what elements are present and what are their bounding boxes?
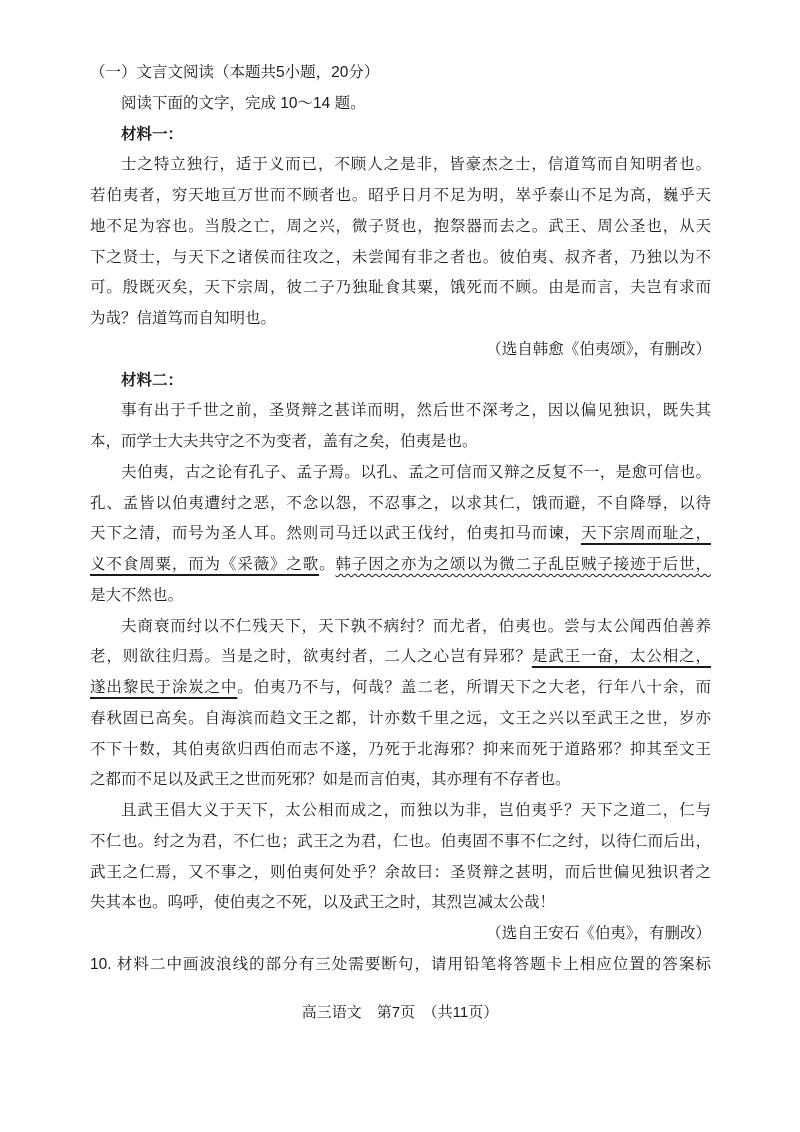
material-2-label <box>90 366 711 397</box>
underlined-text: 义不食周粟，而为《采薇》之歌 <box>90 556 320 573</box>
material-1-label <box>90 120 711 151</box>
wavy-underlined-text: 韩子因之亦为之颂以为微二子乱臣贼子接迹于后世， <box>335 556 711 573</box>
material-1-text-line <box>90 212 711 243</box>
text-segment: 孔、孟皆以伯夷遭纣之恶，不念以怨，不忍事之，以求其仁，饿而避，不自降辱，以待 <box>90 494 711 512</box>
text-segment: 10. 材料二中画波浪线的部分有三处需要断句，请用铅笔将答题卡上相应位置的答案标 <box>90 955 711 973</box>
text-segment: 地不足为容也。当殷之亡，周之兴，微子贤也，抱祭器而去之。武王、周公圣也，从天 <box>90 217 711 235</box>
text-segment: 失其本也。呜呼，使伯夷之不死，以及武王之时，其烈岂减太公哉！ <box>90 894 556 912</box>
text-segment: （选自王安石《伯夷》，有删改） <box>486 925 711 942</box>
material-1-text-line <box>90 181 711 212</box>
material-1-text-line <box>90 243 711 274</box>
underlined-text: 是武王一奋，太公相之， <box>531 648 711 666</box>
section-heading <box>90 58 711 89</box>
text-segment: 夫伯夷，古之论有孔子、孟子焉。以孔、孟之可信而又辩之反复不一，是愈可信也。 <box>121 463 711 481</box>
material-2-text-line <box>90 519 711 550</box>
text-segment: （一）文言文阅读（本题共5小题，20分） <box>90 64 380 81</box>
material-2-text-line <box>90 765 711 796</box>
text-segment: 若伯夷者，穷天地亘万世而不顾者也。昭乎日月不足为明，崒乎泰山不足为高，巍乎天 <box>90 187 711 204</box>
text-segment: 且武王倡大义于天下，太公相而成之，而独以为非，岂伯夷乎？天下之道二，仁与 <box>121 802 711 819</box>
material-2-text-line <box>90 427 711 458</box>
material-2-text-line <box>90 642 711 673</box>
text-segment: 本，而学士大夫共守之不为变者，盖有之矣，伯夷是也。 <box>90 433 478 450</box>
text-segment: 阅读下面的文字，完成 10～14 题。 <box>121 94 366 112</box>
text-segment: 可。殷既灭矣，天下宗周，彼二子乃独耻食其粟，饿死而不顾。由是而言，夫岂有求而 <box>90 279 711 297</box>
text-segment: 之都而不足以及武王之世而死邪？如是而言伯夷，其亦理有不存者也。 <box>90 771 571 789</box>
text-segment: 士之特立独行，适于义而已，不顾人之是非，皆豪杰之士，信道笃而自知明者也。 <box>121 156 711 174</box>
text-segment: 不仁也。纣之为君，不仁也；武王之为君，仁也。伯夷固不事不仁之纣，以待仁而后出， <box>90 832 711 850</box>
material-2-text-line <box>90 458 711 489</box>
text-segment: 天下之清，而号为圣人耳。然则司马迁以武王伐纣，伯夷扣马而谏， <box>90 525 581 543</box>
material-2-text-line <box>90 888 711 919</box>
text-segment: 事有出于千世之前，圣贤辩之甚详而明，然后世不深考之，因以偏见独识，既失其 <box>121 402 711 420</box>
material-2-text-line <box>90 581 711 612</box>
text-segment: 不下十数，其伯夷欲归西伯而志不遂，乃死于北海邪？抑来而死于道路邪？抑其至文王 <box>90 740 711 758</box>
material-2-text-line <box>90 704 711 735</box>
material-2-text-line <box>90 396 711 427</box>
material-2-text-line <box>90 673 711 704</box>
text-segment: 武王之仁焉，又不事之，则伯夷何处乎？余故曰：圣贤辩之甚明，而后世偏见独识者之 <box>90 863 711 881</box>
material-2-text-line <box>90 489 711 520</box>
underlined-text: 天下宗周而耻之， <box>580 525 711 543</box>
citation-wang-anshi <box>90 919 711 950</box>
text-segment: 。伯夷乃不与，何哉？盖二老，所谓天下之大老，行年八十余，而 <box>237 679 711 696</box>
citation-han-yu <box>90 335 711 366</box>
material-1-text-line <box>90 304 711 335</box>
text-segment: 下之贤士，与天下之诸侯而往攻之，未尝闻有非之者也。彼伯夷、叔齐者，乃独以为不 <box>90 248 711 266</box>
material-2-text-line <box>90 858 711 889</box>
question-10 <box>90 950 711 981</box>
material-1-text-line <box>90 150 711 181</box>
material-2-text-line <box>90 796 711 827</box>
text-segment: 材料一： <box>121 125 184 143</box>
instruction-line <box>90 89 711 120</box>
text-segment: 春秋固已高矣。自海滨而趋文王之都，计亦数千里之远，文王之兴以至武王之世，岁亦 <box>90 709 711 727</box>
document-body <box>90 58 711 981</box>
material-2-text-line <box>90 612 711 643</box>
page-footer <box>0 1001 800 1025</box>
underlined-text: 遂出黎民于涂炭之中 <box>90 679 238 696</box>
text-segment: 老，则欲往归焉。当是之时，欲夷纣者，二人之心岂有异邪？ <box>90 648 532 666</box>
material-1-text-line <box>90 273 711 304</box>
text-segment: 材料二： <box>121 371 184 389</box>
material-2-text-line <box>90 550 711 581</box>
material-2-text-line <box>90 827 711 858</box>
material-2-text-line <box>90 735 711 766</box>
text-segment: 。 <box>319 556 336 573</box>
footer-text: 高三语文 第7页 （共11页） <box>301 1004 499 1021</box>
text-segment: 是大不然也。 <box>90 586 184 604</box>
text-segment: （选自韩愈《伯夷颂》，有删改） <box>486 340 711 358</box>
text-segment: 夫商衰而纣以不仁残天下，天下孰不病纣？而尤者，伯夷也。尝与太公闻西伯善养 <box>121 617 711 635</box>
text-segment: 为哉？信道笃而自知明也。 <box>90 310 277 327</box>
